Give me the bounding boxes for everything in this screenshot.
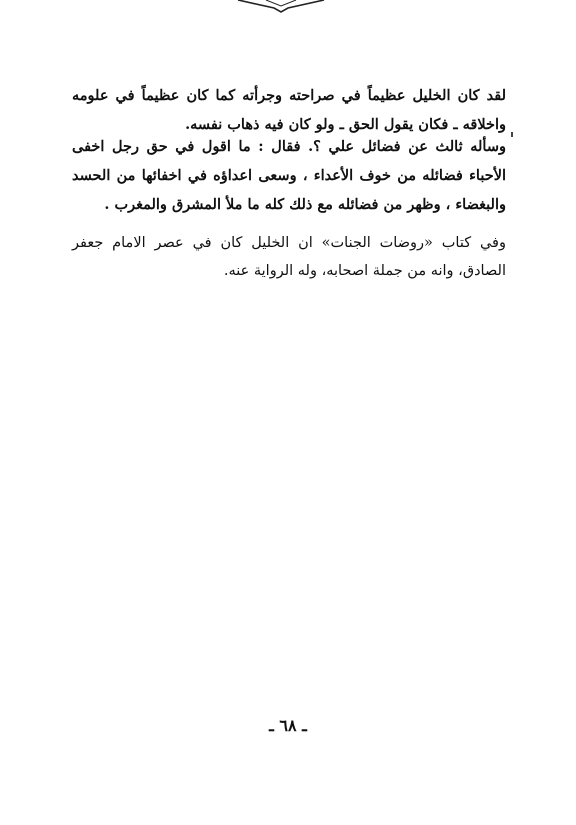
margin-mark	[511, 132, 513, 137]
paragraph-3	[72, 229, 506, 285]
paragraph-1-text: لقد كان الخليل عظيماً في صراحته وجرأته كما كان عظيماً في علومه واخلاقه ـ فكان يقول الحق ـ ولو كان فيه ذهاب نفسه.	[72, 87, 506, 133]
paragraph-2-text: وسأله ثالث عن فضائل علي ؟. فقال : ما اقول في حق رجل اخفى الأحباء فضائله من خوف الأعداء ، وسعى اعداؤه في اخفائها من الحسد والبغضاء ، وظهر من فضائله مع ذلك كله ما ملأ المشرق والمغرب .	[72, 138, 506, 213]
paragraph-1	[72, 81, 506, 139]
paragraph-3-text: وفي كتاب «روضات الجنات» ان الخليل كان في عصر الامام جعفر الصادق، وانه من جملة اصحابه، وله الرواية عنه.	[72, 235, 506, 279]
top-ornament-icon	[236, 0, 326, 16]
paragraph-2	[72, 132, 506, 219]
page-number: ـ ٦٨ ـ	[269, 716, 307, 735]
